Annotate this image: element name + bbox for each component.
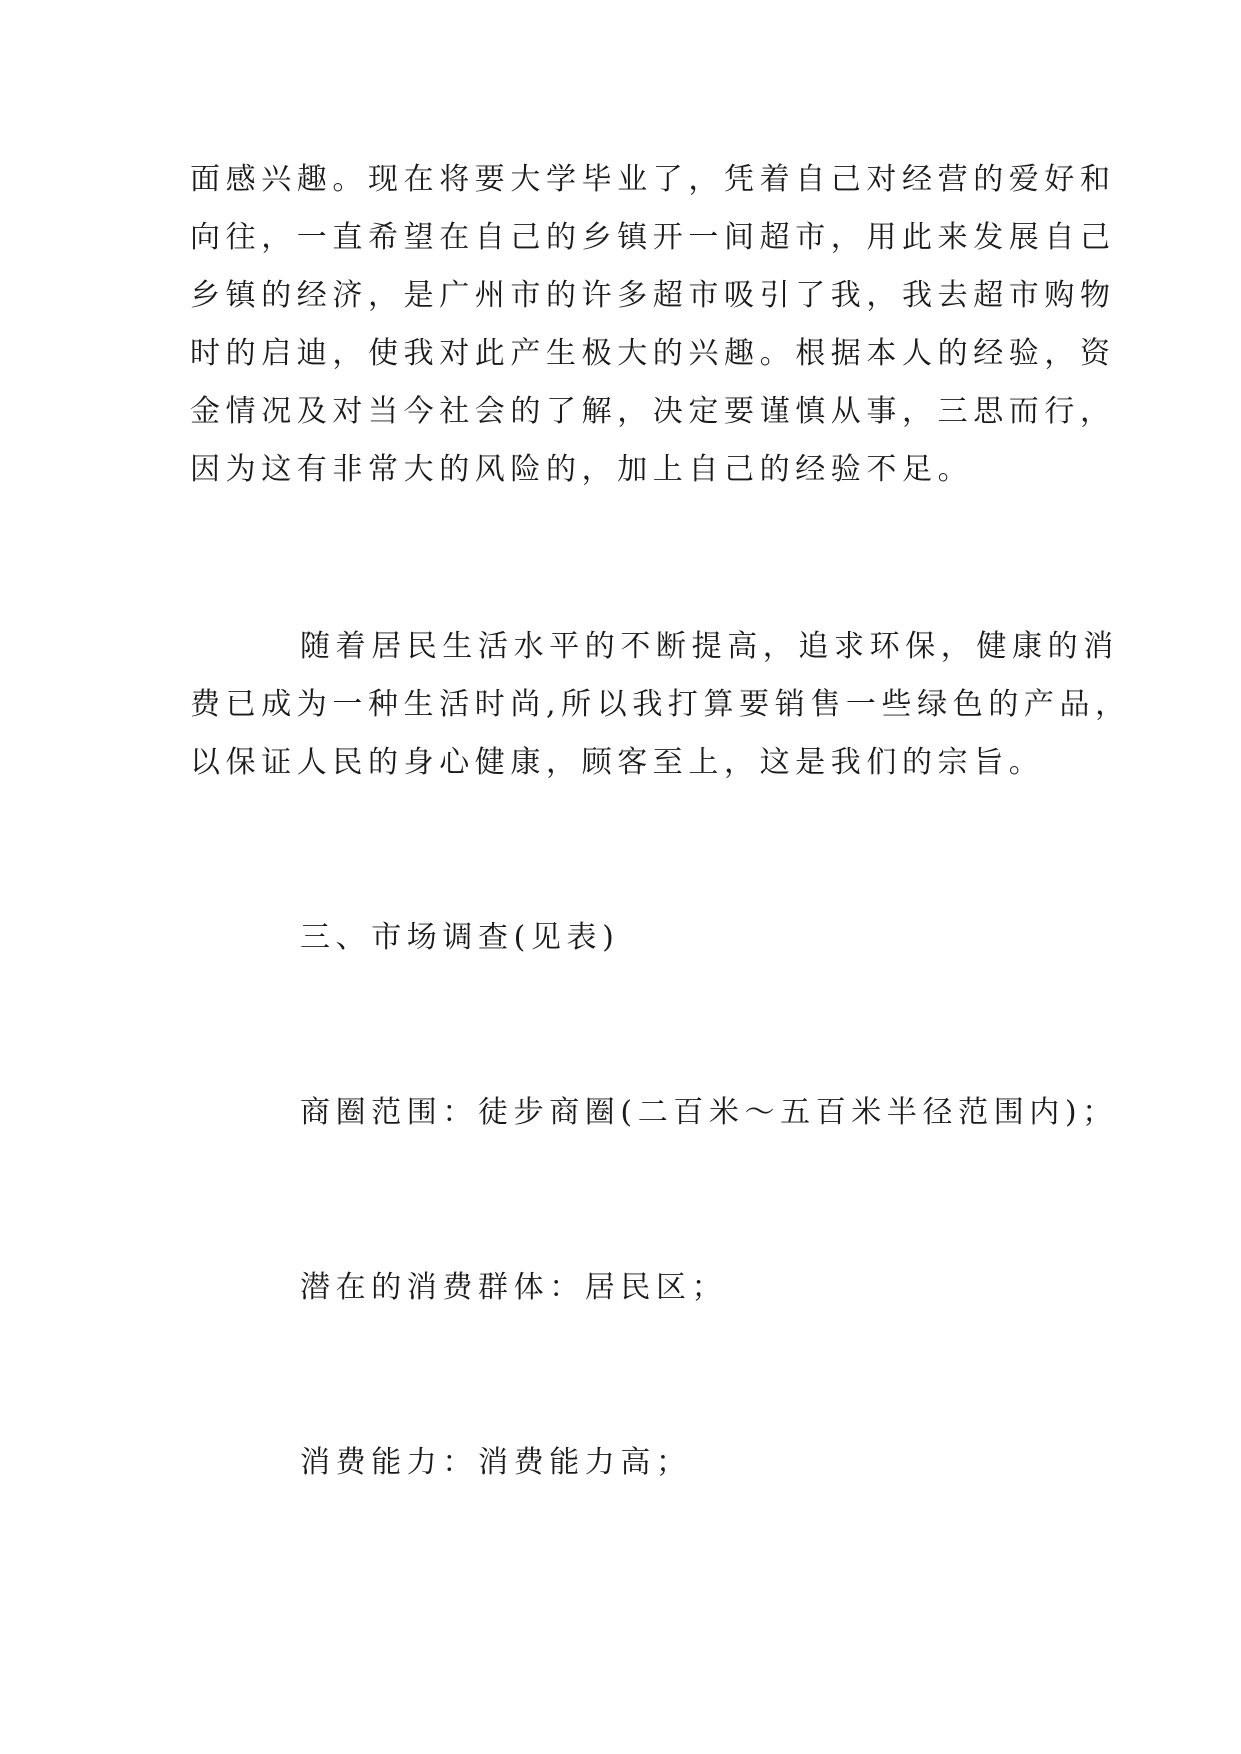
- item-target-consumers: 潜在的消费群体：居民区；: [300, 1270, 728, 1305]
- paragraph-1-line-4: 时的启迪，使我对此产生极大的兴趣。根据本人的经验，资: [190, 336, 1116, 371]
- item-spending-power: 消费能力：消费能力高；: [300, 1445, 692, 1480]
- paragraph-1-line-2: 向往，一直希望在自己的乡镇开一间超市，用此来发展自己: [190, 220, 1116, 255]
- paragraph-1-line-6: 因为这有非常大的风险的，加上自己的经验不足。: [190, 452, 974, 487]
- item-trade-area: 商圈范围：徒步商圈(二百米～五百米半径范围内)；: [300, 1095, 1118, 1130]
- paragraph-2-line-1: 随着居民生活水平的不断提高，追求环保，健康的消: [300, 629, 1119, 664]
- paragraph-2-line-3: 以保证人民的身心健康，顾客至上，这是我们的宗旨。: [190, 745, 1045, 780]
- paragraph-2-line-2: 费已成为一种生活时尚,所以我打算要销售一些绿色的产品，: [190, 687, 1131, 722]
- section-heading: 三、市场调查(见表): [300, 920, 620, 955]
- paragraph-1-line-3: 乡镇的经济，是广州市的许多超市吸引了我，我去超市购物: [190, 278, 1116, 313]
- paragraph-1-line-5: 金情况及对当今社会的了解，决定要谨慎从事，三思而行，: [190, 394, 1116, 429]
- paragraph-1-line-1: 面感兴趣。现在将要大学毕业了，凭着自己对经营的爱好和: [190, 162, 1116, 197]
